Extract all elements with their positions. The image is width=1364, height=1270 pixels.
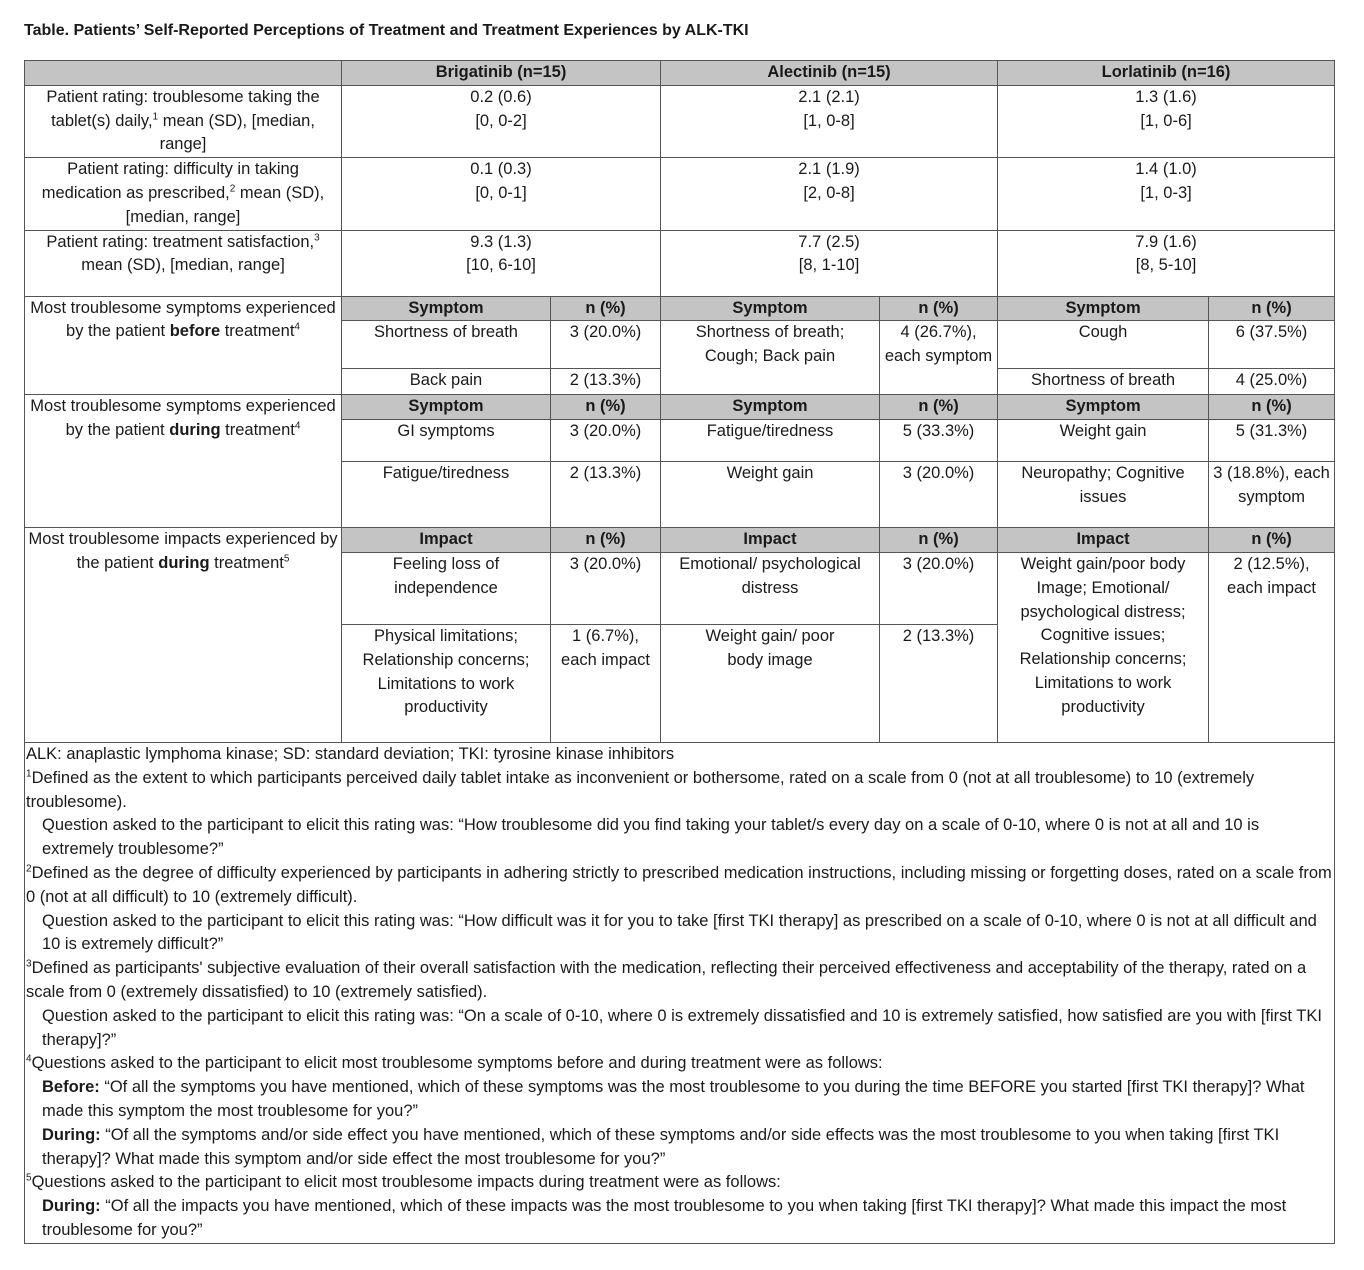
n-cell: 3 (20.0%)	[880, 552, 998, 624]
subheader-symptom: Symptom	[661, 296, 880, 321]
cell-brigatinib: 0.1 (0.3) [0, 0-1]	[342, 158, 661, 230]
row-label: Patient rating: difficulty in taking medication as prescribed,$^2$ mean (SD), [median, range]	[25, 158, 342, 230]
symptom-cell: GI symptoms	[342, 420, 551, 462]
subheader-impact: Impact	[998, 528, 1209, 553]
symptom-cell: Neuropathy; Cognitive issues	[998, 462, 1209, 528]
rating-row-troublesome	[25, 85, 1335, 157]
footnotes-row	[25, 742, 1335, 1243]
footnote-3: $^3$Defined as participants' subjective evaluation of their overall satisfaction with the medication, reflecting their perceived effectiveness and acceptability of the therapy, rated on a scale from 0 (extremely dissatisfied) to 10 (extremely satisfied).	[26, 958, 1307, 1001]
impact-cell: Emotional/ psychological distress	[661, 552, 880, 624]
n-cell: 3 (20.0%)	[551, 420, 661, 462]
footnote-5: $^5$Questions asked to the participant to elicit most troublesome impacts during treatment were as follows:	[26, 1172, 781, 1192]
n-cell: 3 (20.0%)	[880, 462, 998, 528]
footnote-2-question: Question asked to the participant to elicit this rating was: “How difficult was it for you to take [first TKI therapy] as prescribed on a scale of 0-10, where 0 is not at all difficult and 10 is extremely difficult?”	[42, 911, 1317, 954]
symptom-cell: Cough	[998, 321, 1209, 369]
before-subheader-row	[25, 296, 1335, 321]
subheader-n-pct: n (%)	[880, 528, 998, 553]
n-cell: 3 (20.0%)	[551, 321, 661, 369]
footnote-abbreviations: ALK: anaplastic lymphoma kinase; SD: standard deviation; TKI: tyrosine kinase inhibitors	[26, 744, 675, 763]
footnote-1: $^1$Defined as the extent to which participants perceived daily tablet intake as inconvenient or bothersome, rated on a scale from 0 (not at all troublesome) to 10 (extremely troublesome).	[26, 768, 1255, 811]
symptom-cell: Shortness of breath	[342, 321, 551, 369]
n-cell: 2 (13.3%)	[551, 369, 661, 395]
header-lorlatinib: Lorlatinib (n=16)	[998, 61, 1335, 86]
subheader-n-pct: n (%)	[880, 296, 998, 321]
symptom-cell: Fatigue/tiredness	[342, 462, 551, 528]
n-cell: 4 (26.7%), each symptom	[880, 321, 998, 395]
footnote-2: $^2$Defined as the degree of difficulty experienced by participants in adhering strictly to prescribed medication instructions, including missing or forgetting doses, rated on a scale from 0 (not at all difficult) to 10 (extremely difficult).	[26, 863, 1332, 906]
results-table	[24, 60, 1335, 1244]
n-cell: 2 (13.3%)	[880, 624, 998, 742]
cell-lorlatinib: 1.3 (1.6) [1, 0-6]	[998, 85, 1335, 157]
impacts-label: Most troublesome impacts experienced by the patient during treatment$^5$	[25, 528, 342, 743]
n-cell: 5 (31.3%)	[1209, 420, 1335, 462]
subheader-n-pct: n (%)	[551, 395, 661, 420]
header-row	[25, 61, 1335, 86]
footnote-5-during: During: “Of all the impacts you have mentioned, which of these impacts was the most troublesome to you when taking [first TKI therapy]? What made this impact the most troublesome for you?”	[42, 1197, 1287, 1239]
symptom-cell: Shortness of breath	[998, 369, 1209, 395]
cell-lorlatinib: 7.9 (1.6) [8, 5-10]	[998, 230, 1335, 296]
row-label: Patient rating: treatment satisfaction,$^3$ mean (SD), [median, range]	[25, 230, 342, 296]
header-alectinib: Alectinib (n=15)	[661, 61, 998, 86]
subheader-n-pct: n (%)	[551, 528, 661, 553]
before-label: Most troublesome symptoms experienced by the patient before treatment$^4$	[25, 296, 342, 395]
rating-row-satisfaction	[25, 230, 1335, 296]
cell-brigatinib: 0.2 (0.6) [0, 0-2]	[342, 85, 661, 157]
n-cell: 5 (33.3%)	[880, 420, 998, 462]
impact-cell: Feeling loss of independence	[342, 552, 551, 624]
footnote-1-question: Question asked to the participant to elicit this rating was: “How troublesome did you find taking your tablet/s every day on a scale of 0-10, where 0 is not at all and 10 is extremely troublesome?”	[42, 816, 1260, 859]
rating-row-difficulty	[25, 158, 1335, 230]
n-cell: 1 (6.7%), each impact	[551, 624, 661, 742]
subheader-symptom: Symptom	[342, 296, 551, 321]
cell-lorlatinib: 1.4 (1.0) [1, 0-3]	[998, 158, 1335, 230]
subheader-impact: Impact	[342, 528, 551, 553]
symptom-cell: Weight gain	[998, 420, 1209, 462]
footnote-4-during: During: “Of all the symptoms and/or side effect you have mentioned, which of these symptoms and/or side effects was the most troublesome to you when taking [first TKI therapy]? What made this symptom and/or side effect the most troublesome for you?”	[42, 1125, 1280, 1168]
n-cell: 6 (37.5%)	[1209, 321, 1335, 369]
subheader-symptom: Symptom	[998, 395, 1209, 420]
cell-alectinib: 2.1 (1.9) [2, 0-8]	[661, 158, 998, 230]
subheader-symptom: Symptom	[661, 395, 880, 420]
subheader-n-pct: n (%)	[1209, 296, 1335, 321]
n-cell: 3 (20.0%)	[551, 552, 661, 624]
symptom-cell: Shortness of breath; Cough; Back pain	[661, 321, 880, 395]
subheader-symptom: Symptom	[342, 395, 551, 420]
subheader-n-pct: n (%)	[1209, 528, 1335, 553]
cell-brigatinib: 9.3 (1.3) [10, 6-10]	[342, 230, 661, 296]
n-cell: 4 (25.0%)	[1209, 369, 1335, 395]
symptom-cell: Weight gain	[661, 462, 880, 528]
footnotes	[25, 742, 1335, 1243]
subheader-impact: Impact	[661, 528, 880, 553]
footnote-3-question: Question asked to the participant to elicit this rating was: “On a scale of 0-10, where 0 is extremely dissatisfied and 10 is extremely satisfied, how satisfied are you with [first TKI therapy]?”	[42, 1006, 1322, 1049]
subheader-n-pct: n (%)	[880, 395, 998, 420]
n-cell: 2 (13.3%)	[551, 462, 661, 528]
table-title: Table. Patients’ Self-Reported Perceptions of Treatment and Treatment Experiences by ALK-TKI	[24, 22, 749, 39]
header-corner	[25, 61, 342, 86]
impact-cell: Weight gain/poor body Image; Emotional/ psychological distress; Cognitive issues; Relationship concerns; Limitations to work productivity	[998, 552, 1209, 742]
n-cell: 3 (18.8%), each symptom	[1209, 462, 1335, 528]
impacts-subheader-row	[25, 528, 1335, 553]
n-cell: 2 (12.5%), each impact	[1209, 552, 1335, 742]
symptom-cell: Back pain	[342, 369, 551, 395]
cell-alectinib: 7.7 (2.5) [8, 1-10]	[661, 230, 998, 296]
impact-cell: Weight gain/ poor body image	[661, 624, 880, 742]
during-label: Most troublesome symptoms experienced by the patient during treatment$^4$	[25, 395, 342, 528]
row-label: Patient rating: troublesome taking the tablet(s) daily,$^1$ mean (SD), [median, range]	[25, 85, 342, 157]
cell-alectinib: 2.1 (2.1) [1, 0-8]	[661, 85, 998, 157]
impact-cell: Physical limitations; Relationship concerns; Limitations to work productivity	[342, 624, 551, 742]
symptom-cell: Fatigue/tiredness	[661, 420, 880, 462]
subheader-n-pct: n (%)	[551, 296, 661, 321]
subheader-n-pct: n (%)	[1209, 395, 1335, 420]
subheader-symptom: Symptom	[998, 296, 1209, 321]
footnote-4: $^4$Questions asked to the participant to elicit most troublesome symptoms before and during treatment were as follows:	[26, 1053, 883, 1073]
footnote-4-before: Before: “Of all the symptoms you have mentioned, which of these symptoms was the most troublesome to you during the time BEFORE you started [first TKI therapy]? What made this symptom the most troublesome for you?”	[42, 1078, 1305, 1120]
header-brigatinib: Brigatinib (n=15)	[342, 61, 661, 86]
during-subheader-row	[25, 395, 1335, 420]
